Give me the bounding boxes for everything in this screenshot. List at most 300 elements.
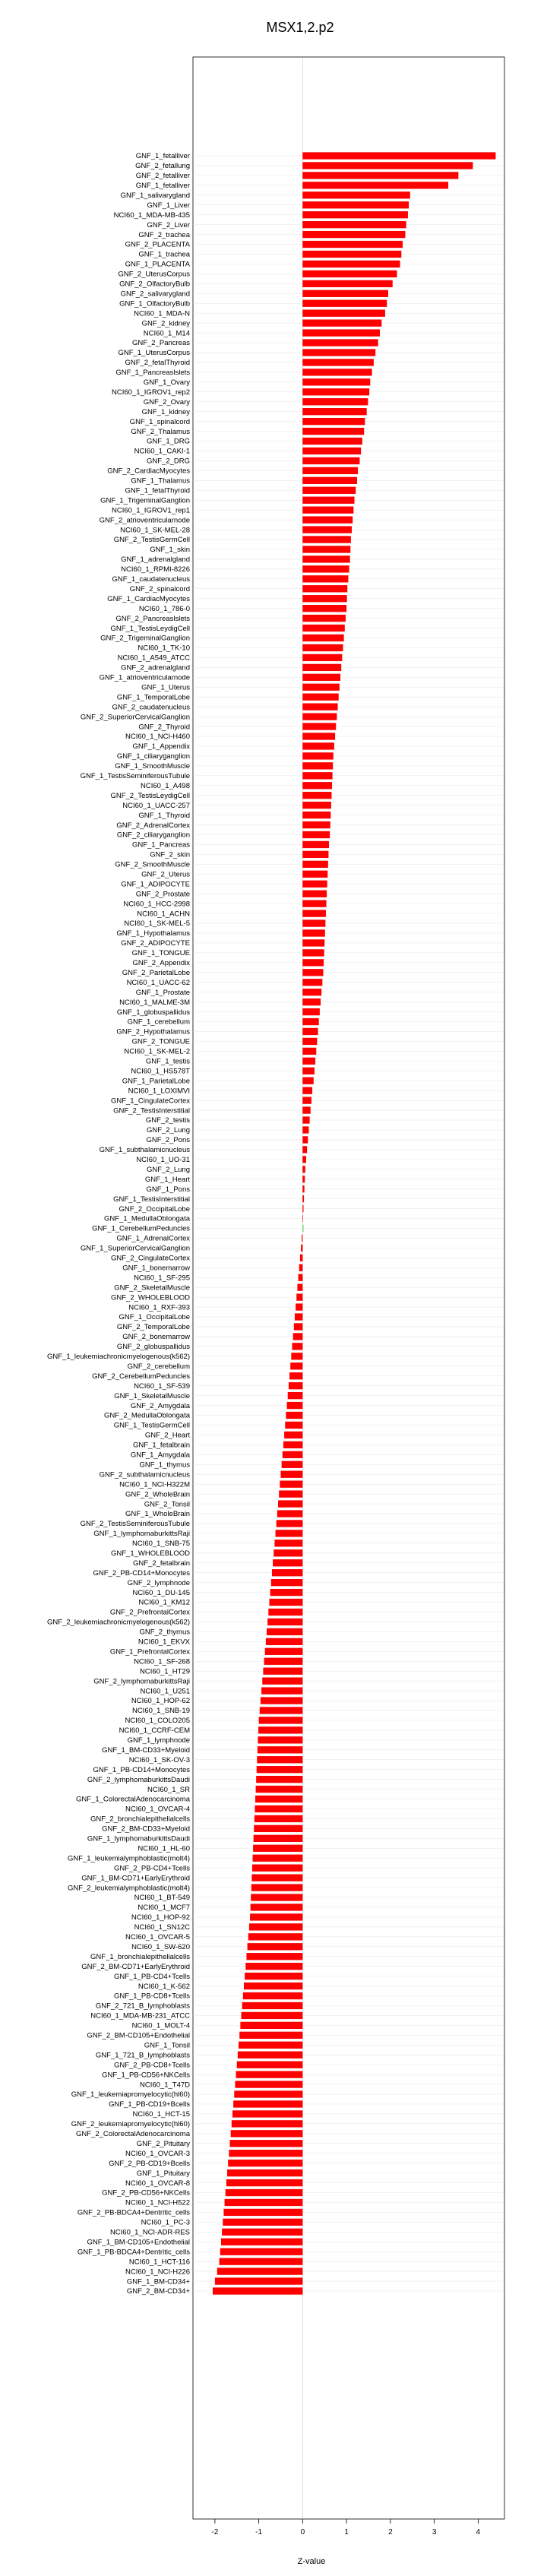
category-label: GNF_2_caudatenucleus [112, 703, 190, 712]
category-label: GNF_2_leukemiapromyelocytic(hl60) [71, 2120, 190, 2129]
category-label: NCI60_1_MDA-MB-231_ATCC [90, 2011, 190, 2021]
category-label: GNF_1_thymus [139, 1460, 190, 1470]
category-label: GNF_1_TONGUE [131, 949, 190, 958]
bar [302, 211, 408, 218]
category-label: NCI60_1_PC-3 [141, 2218, 190, 2227]
bar [302, 182, 448, 188]
bar [267, 1628, 302, 1635]
bar [290, 1362, 302, 1369]
category-label: GNF_2_Pons [146, 1136, 190, 1145]
bar [302, 625, 344, 631]
category-label: NCI60_1_MOLT-4 [131, 2021, 190, 2030]
category-label: GNF_2_adrenalgland [121, 663, 190, 672]
category-label: NCI60_1_HCC-2998 [123, 900, 190, 909]
category-label: GNF_1_TestisLeydigCell [110, 624, 190, 633]
bar [253, 1855, 303, 1862]
x-tick-label: 4 [476, 2528, 481, 2536]
category-label: GNF_1_fetalliver [135, 152, 190, 161]
bar [302, 438, 362, 445]
bar [258, 1746, 302, 1753]
category-label: GNF_1_MedullaOblongata [103, 1214, 190, 1223]
bar [251, 1874, 302, 1881]
bar [256, 1786, 303, 1793]
category-label: GNF_1_CardiacMyocytes [107, 594, 190, 603]
bar [221, 2239, 302, 2245]
category-label: NCI60_1_NCI-H322M [119, 1480, 190, 1489]
bar [302, 487, 356, 494]
bar [220, 2248, 303, 2255]
bar [302, 398, 368, 405]
bar [243, 1992, 303, 1999]
bar [296, 1293, 302, 1300]
category-label: NCI60_1_SN12C [134, 1923, 190, 1932]
category-label: GNF_2_globuspallidus [116, 1343, 190, 1352]
bar [263, 1668, 302, 1675]
category-label: NCI60_1_HL-60 [138, 1844, 190, 1853]
bar [217, 2267, 303, 2274]
bar [302, 418, 365, 425]
bar [223, 2209, 302, 2216]
bar [299, 1264, 303, 1271]
category-label: NCI60_1_M14 [143, 329, 190, 338]
bar [302, 989, 321, 995]
bar [256, 1776, 302, 1783]
category-label: NCI60_1_UACC-257 [122, 801, 190, 810]
category-label: GNF_2_thymus [139, 1628, 190, 1637]
category-labels [47, 152, 191, 2296]
category-label: GNF_1_leukemiapromyelocytic(hl60) [71, 2090, 190, 2100]
bar [302, 575, 348, 582]
category-label: GNF_2_PB-CD56+NKCells [102, 2188, 190, 2198]
category-label: GNF_1_Liver [147, 201, 190, 210]
bar [289, 1372, 302, 1379]
category-label: GNF_2_BM-CD105+Endothelial [87, 2031, 190, 2040]
category-label: GNF_2_fetalThyroid [125, 359, 190, 368]
category-label: NCI60_1_SF-295 [134, 1274, 190, 1283]
category-label: GNF_1_PB-CD14+Monocytes [93, 1765, 190, 1774]
bar [302, 821, 330, 828]
bar [288, 1392, 303, 1399]
category-label: NCI60_1_MCF7 [138, 1904, 190, 1913]
category-label: GNF_1_Hypothalamus [116, 929, 190, 938]
category-label: GNF_1_ParietalLobe [122, 1077, 190, 1086]
bar [302, 694, 338, 701]
category-label: NCI60_1_UACC-62 [126, 978, 190, 987]
plot-area [193, 57, 504, 2519]
bar [302, 910, 326, 916]
category-label: GNF_1_Thalamus [131, 476, 190, 486]
bar [302, 1126, 308, 1133]
bar [302, 851, 328, 858]
bar [245, 1963, 302, 1970]
category-label: GNF_1_TrigeminalGanglion [100, 496, 190, 505]
bar [302, 684, 340, 691]
grid [193, 57, 504, 2519]
category-label: GNF_2_atrioventricularnode [99, 516, 190, 525]
bar [302, 1106, 310, 1113]
category-label: NCI60_1_T47D [139, 2081, 190, 2090]
category-label: GNF_2_Lung [146, 1165, 190, 1174]
bar [267, 1619, 302, 1625]
category-label: GNF_1_caudatenucleus [112, 575, 190, 584]
bar [302, 881, 327, 888]
category-label: NCI60_1_UO-31 [136, 1156, 190, 1165]
category-label: NCI60_1_LOXIMVI [128, 1087, 190, 1096]
category-label: NCI60_1_TK-10 [138, 644, 190, 653]
category-label: NCI60_1_SK-MEL-5 [124, 919, 190, 929]
category-label: GNF_1_bonemarrow [122, 1264, 190, 1273]
bar [283, 1451, 303, 1458]
bar [232, 2110, 302, 2117]
bar [262, 1677, 302, 1684]
category-label: GNF_1_Pituitary [136, 2169, 190, 2178]
bar [302, 635, 343, 641]
category-label: GNF_1_PB-CD4+Tcells [113, 1972, 190, 1981]
bar [242, 2002, 303, 2009]
category-label: GNF_1_BM-CD105+Endothelial [87, 2238, 190, 2247]
category-label: GNF_2_TONGUE [131, 1037, 190, 1046]
category-label: GNF_1_TestisGermCell [113, 1421, 190, 1430]
category-label: NCI60_1_NCI-H460 [125, 733, 190, 742]
category-label: GNF_2_TestisLeydigCell [110, 791, 190, 800]
bar [302, 319, 381, 326]
bar [277, 1510, 302, 1517]
bar [273, 1559, 302, 1566]
bar [302, 300, 387, 307]
bar [302, 497, 354, 504]
category-label: GNF_2_PB-CD4+Tcells [113, 1864, 190, 1873]
category-label: GNF_1_Ovary [143, 378, 190, 388]
category-label: NCI60_1_SNB-75 [131, 1540, 190, 1549]
category-label: GNF_1_leukemiachronicmyelogenous(k562) [47, 1353, 190, 1362]
category-label: GNF_2_TemporalLobe [116, 1323, 190, 1332]
bar [302, 605, 346, 612]
bar [302, 949, 324, 956]
category-label: NCI60_1_NCI-H522 [125, 2198, 190, 2207]
bar [250, 1913, 302, 1920]
category-label: GNF_1_Heart [144, 1175, 190, 1184]
bar [302, 1058, 315, 1065]
bar [302, 290, 388, 297]
bar [302, 1008, 320, 1015]
category-label: NCI60_1_RPMI-8226 [121, 565, 190, 574]
category-label: GNF_2_CerebellumPeduncles [92, 1372, 190, 1381]
x-tick-label: 3 [432, 2528, 437, 2536]
category-label: NCI60_1_RXF-393 [128, 1303, 190, 1312]
bar [299, 1274, 303, 1281]
category-label: GNF_2_BM-CD34+ [126, 2287, 190, 2296]
bar [302, 1166, 305, 1172]
bar [302, 507, 353, 514]
bar [302, 428, 364, 435]
category-label: GNF_1_BM-CD71+EarlyErythroid [81, 1874, 190, 1883]
category-label: GNF_2_ciliaryganglion [116, 831, 190, 840]
bar [302, 831, 330, 838]
category-label: GNF_2_salivarygland [120, 290, 190, 299]
bar [302, 595, 346, 602]
chart-title: MSX1,2.p2 [266, 20, 334, 35]
bar [248, 1933, 303, 1940]
category-label: GNF_2_lymphomaburkittsDaudi [87, 1775, 190, 1784]
category-label: NCI60_1_HT29 [139, 1667, 190, 1676]
bar [254, 1835, 303, 1842]
bar [302, 280, 392, 287]
category-label: GNF_2_OlfactoryBulb [119, 280, 190, 289]
bar [302, 939, 324, 946]
bar [279, 1490, 302, 1497]
bar [302, 1146, 307, 1153]
category-label: GNF_1_PB-BDCA4+Dentritic_cells [77, 2248, 190, 2257]
category-label: GNF_1_TestisSeminiferousTubule [80, 772, 190, 781]
category-label: GNF_1_BM-CD33+Myeloid [102, 1745, 190, 1755]
bar [302, 310, 385, 317]
bar [302, 703, 337, 710]
category-label: GNF_1_salivarygland [120, 191, 190, 200]
bar [302, 782, 332, 789]
bar [240, 2022, 302, 2029]
bar [274, 1540, 302, 1546]
category-label: GNF_1_Amygdala [130, 1451, 190, 1460]
bar [252, 1865, 302, 1872]
category-label: GNF_2_WholeBrain [125, 1490, 190, 1499]
category-label: GNF_2_TestisSeminiferousTubule [80, 1520, 190, 1529]
bar [251, 1884, 303, 1891]
bar [269, 1599, 302, 1606]
bar [289, 1382, 302, 1389]
category-label: GNF_1_UterusCorpus [118, 349, 190, 358]
category-label: NCI60_1_SNB-19 [131, 1707, 190, 1716]
category-label: GNF_1_bronchialepithelialcells [90, 1952, 190, 1961]
category-label: GNF_2_Amygdala [130, 1401, 190, 1410]
category-label: GNF_1_SmoothMuscle [115, 762, 190, 771]
category-label: GNF_1_lymphnode [127, 1736, 190, 1745]
bar [302, 1225, 303, 1232]
category-label: GNF_2_fetalbrain [133, 1559, 190, 1568]
bar [302, 812, 330, 818]
x-axis [211, 2519, 480, 2536]
category-label: GNF_2_Uterus [141, 870, 190, 879]
category-label: GNF_1_fetalliver [135, 182, 190, 191]
bar [276, 1530, 303, 1536]
category-label: NCI60_1_MDA-MB-435 [113, 210, 190, 220]
category-label: GNF_1_atrioventricularnode [99, 673, 190, 682]
bar [302, 1215, 303, 1222]
bar [302, 644, 343, 651]
bar [257, 1766, 303, 1773]
category-label: GNF_1_adrenalgland [121, 555, 190, 565]
bar [228, 2160, 302, 2166]
category-label: GNF_1_OlfactoryBulb [119, 299, 190, 309]
category-label: GNF_2_PrefrontalCortex [109, 1608, 190, 1617]
bar [301, 1245, 302, 1252]
bar [215, 2277, 302, 2284]
x-tick-label: 2 [388, 2528, 393, 2536]
bar [274, 1549, 302, 1556]
category-label: GNF_1_SuperiorCervicalGanglion [80, 1244, 190, 1253]
category-label: GNF_1_ADIPOCYTE [121, 880, 190, 889]
category-label: NCI60_1_SK-MEL-28 [120, 526, 190, 535]
category-label: NCI60_1_IGROV1_rep2 [112, 388, 190, 397]
category-label: GNF_2_bonemarrow [122, 1333, 190, 1342]
bar [302, 1156, 306, 1163]
bar [302, 998, 321, 1005]
category-label: GNF_1_trachea [138, 250, 190, 259]
category-label: GNF_2_BM-CD33+Myeloid [102, 1824, 190, 1834]
category-label: GNF_1_DRG [146, 437, 190, 446]
bar [302, 555, 349, 562]
bar [302, 221, 406, 228]
category-label: GNF_2_Lung [146, 1126, 190, 1135]
bar [302, 979, 322, 986]
category-label: NCI60_1_COLO205 [125, 1717, 190, 1726]
bar [302, 585, 347, 592]
bar [229, 2150, 302, 2157]
bar [283, 1441, 302, 1448]
category-label: GNF_2_Pancreaslslets [115, 614, 190, 623]
bar [258, 1726, 302, 1733]
bar [268, 1609, 302, 1616]
x-axis-title: Z-value [297, 2557, 326, 2566]
bar [234, 2090, 302, 2097]
bar [302, 467, 358, 474]
category-label: NCI60_1_SF-268 [134, 1657, 190, 1666]
category-label: GNF_2_PB-CD14+Monocytes [93, 1568, 190, 1578]
bar [302, 378, 370, 385]
bar [258, 1736, 302, 1743]
bar [302, 1176, 305, 1182]
category-label: GNF_1_lymphomaburkittsDaudi [87, 1834, 190, 1843]
category-label: GNF_2_skin [150, 850, 190, 859]
bar [272, 1569, 302, 1576]
category-label: GNF_1_CingulateCortex [110, 1097, 190, 1106]
bar [296, 1303, 302, 1310]
bar [302, 733, 335, 739]
bar [302, 1097, 311, 1103]
bar [302, 742, 334, 749]
category-label: GNF_2_SmoothMuscle [115, 860, 190, 869]
bar [225, 2199, 303, 2206]
category-label: GNF_1_OccipitalLobe [119, 1313, 190, 1322]
category-label: GNF_2_WHOLEBLOOD [111, 1293, 190, 1302]
category-label: GNF_2_Tonsil [144, 1500, 190, 1509]
category-label: GNF_2_ParietalLobe [122, 968, 190, 977]
category-label: GNF_2_PLACENTA [125, 240, 190, 249]
bar [270, 1589, 303, 1596]
bar [227, 2169, 302, 2176]
bar [302, 1087, 312, 1094]
bar [302, 329, 380, 336]
bar [287, 1402, 303, 1409]
category-label: GNF_1_spinalcord [129, 417, 190, 426]
bar [302, 536, 351, 543]
category-label: NCI60_1_HCT-116 [128, 2258, 190, 2267]
category-label: GNF_1_721_B_lymphoblasts [95, 2051, 190, 2060]
category-label: NCI60_1_HCT-15 [132, 2110, 190, 2119]
bar [302, 261, 400, 267]
bar [286, 1412, 302, 1419]
category-label: NCI60_1_BT-549 [134, 1894, 190, 1903]
bar [285, 1422, 302, 1429]
category-label: NCI60_1_SK-OV-3 [128, 1755, 190, 1764]
bar [213, 2287, 302, 2294]
category-label: GNF_1_WholeBrain [125, 1510, 190, 1519]
category-label: GNF_2_leukemiachronicmyelogenous(k562) [47, 1618, 190, 1627]
bar [302, 448, 361, 454]
bar [254, 1825, 302, 1832]
bar [226, 2179, 302, 2186]
bar [302, 1018, 318, 1025]
bar [302, 969, 323, 976]
bar [302, 546, 350, 552]
bar [302, 251, 401, 258]
bar [302, 1136, 308, 1143]
bar [233, 2100, 302, 2107]
bar [302, 674, 340, 681]
bar [251, 1894, 302, 1900]
bar [302, 201, 409, 208]
category-label: GNF_1_PB-CD19+Bcells [109, 2100, 190, 2109]
category-label: GNF_2_BM-CD71+EarlyErythroid [81, 1962, 190, 1971]
category-label: GNF_2_Pancreas [131, 339, 190, 348]
bar [302, 919, 325, 926]
bar [302, 408, 366, 415]
category-label: GNF_2_kidney [141, 319, 190, 328]
bar [302, 841, 329, 848]
category-label: GNF_2_Thyroid [138, 723, 190, 732]
bar [295, 1313, 302, 1320]
category-label: NCI60_1_MDA-N [134, 309, 190, 318]
category-label: GNF_2_CardiacMyocytes [107, 467, 190, 476]
bar [235, 2081, 302, 2087]
category-label: GNF_1_globuspallidus [116, 1008, 190, 1017]
category-label: GNF_2_OccipitalLobe [119, 1204, 190, 1214]
category-label: GNF_2_leukemialymphoblastic(molt4) [67, 1884, 190, 1893]
category-label: GNF_2_Heart [144, 1431, 190, 1440]
category-label: GNF_2_spinalcord [129, 584, 190, 593]
category-label: GNF_1_subthalamicnucleus [99, 1146, 190, 1155]
bar [302, 339, 378, 346]
bar [302, 191, 409, 198]
x-tick-label: 1 [344, 2528, 349, 2536]
bar [255, 1796, 302, 1802]
category-label: GNF_2_ADIPOCYTE [121, 939, 190, 948]
bar [302, 172, 458, 179]
bar [255, 1805, 302, 1812]
category-label: GNF_2_Thalamus [131, 427, 190, 436]
category-label: GNF_2_Liver [147, 220, 190, 229]
bar [302, 1205, 303, 1212]
bar [302, 271, 397, 277]
category-label: NCI60_1_SR [147, 1785, 190, 1794]
category-label: GNF_2_DRG [146, 457, 190, 466]
category-label: GNF_2_trachea [138, 230, 190, 239]
bar [232, 2120, 303, 2127]
category-label: NCI60_1_OVCAR-8 [125, 2179, 190, 2188]
bar [223, 2219, 302, 2226]
category-label: GNF_2_721_B_lymphoblasts [95, 2002, 190, 2011]
bar [280, 1480, 302, 1487]
category-label: GNF_1_testis [145, 1057, 190, 1066]
category-label: GNF_2_lymphnode [127, 1578, 190, 1587]
bar [302, 713, 337, 720]
bar [242, 2012, 303, 2019]
category-label: GNF_2_fetallung [135, 162, 190, 171]
bar [302, 664, 341, 671]
category-label: NCI60_1_SK-MEL-2 [124, 1047, 190, 1056]
category-label: NCI60_1_OVCAR-3 [125, 2149, 190, 2158]
bar [302, 526, 352, 533]
bar [238, 2052, 302, 2059]
